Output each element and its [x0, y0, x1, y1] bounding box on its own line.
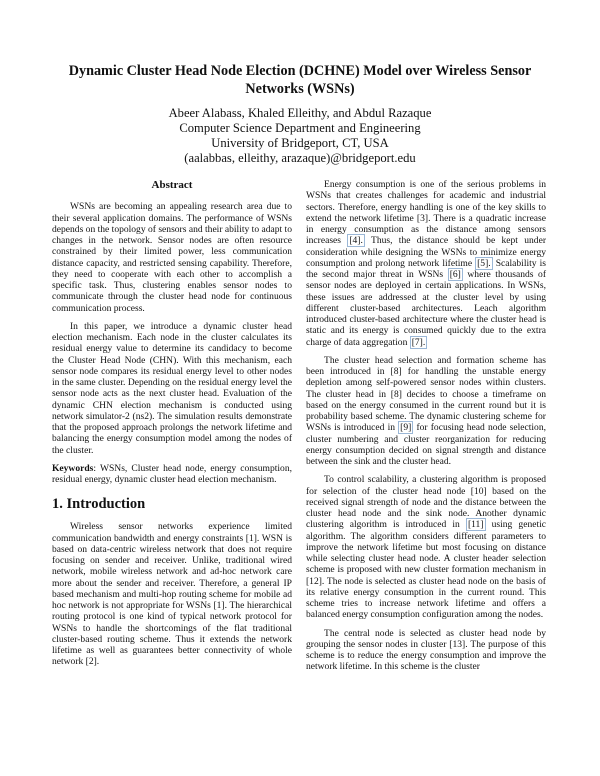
paper-header: [60, 62, 540, 166]
text-run: using genetic algorithm. The algorithm considers different parameters to improve the network lifetime but most focusing on distance while selecting cluster head node. A cluster header selection scheme is proposed with new cluster formation mechanism in [12]. The node is selected as cluster head node on the basis of its relative energy consumption in the current round. This scheme tries to increase network lifetime and offers a balanced energy consumption configuration among the nodes.: [306, 519, 546, 621]
text-run: Scalability is the second major threat in WSNs: [306, 257, 546, 280]
intro-paragraph-3: [306, 355, 546, 468]
author-emails: (aalabbas, elleithy, arazaque)@bridgeport.edu: [184, 151, 416, 165]
intro-paragraph-1: Wireless sensor networks experience limited communication bandwidth and energy constraints [1]. WSN is based on data-centric wireless network that does not require focusing on sender and receiver. Unlike, traditional wired network, mobile wireless network and ad-hoc network care more about the sender and receiver. Therefore, a general IP based mechanism and multi-hop routing scheme for mobile ad hoc network is not appropriate for WSNs [1]. The hierarchical routing protocol is one kind of typical network protocol for WSNs to handle the shortcomings of the flat traditional cluster-based routing scheme. Thus it extends the network lifetime as well as guarantees better connectivity of whole network [2].: [52, 521, 292, 668]
right-column: [306, 179, 546, 680]
intro-paragraph-4: [306, 474, 546, 620]
citation-link-7[interactable]: [7].: [411, 336, 426, 348]
author-department: Computer Science Department and Engineering: [179, 121, 421, 135]
citation-link-4[interactable]: [4].: [349, 235, 363, 247]
text-run: To control scalability, a clustering algorithm is proposed for selection of the cluster head node [10] based on the received signal strength of node and the distance between the cluster head node and the sink node. Another dynamic clustering algorithm is introduced in: [306, 474, 546, 531]
intro-paragraph-5: The central node is selected as cluster head node by grouping the sensor nodes in cluster [13]. The purpose of this scheme is to reduce the energy consumption and improve the network lifetime. In this scheme is the cluster: [306, 627, 546, 673]
abstract-paragraph-1: WSNs are becoming an appealing research area due to their several application domains. The performance of WSNs depends on the topology of sensors and their ability to adapt to changes in the network. Sensor nodes are often resource constrained by their limited power, less communication distance capacity, and restricted sensing capability. Therefore, they need to cooperate with each other to accomplish a specific task. Thus, clustering enables sensor nodes to communicate through the cluster head node for continuous communication process.: [52, 201, 292, 314]
abstract-paragraph-2: In this paper, we introduce a dynamic cluster head election mechanism. Each node in the cluster calculates its residual energy value to determine its candidacy to become the Cluster Head Node (CHN). With this mechanism, each sensor node compares its residual energy level to other nodes in the same cluster. Depending on the residual energy level the sensor node acts as the next cluster head. Evaluation of the dynamic CHN election mechanism is conducted using network simulator-2 (ns2). The simulation results demonstrate that the proposed approach prolongs the network lifetime and balancing the energy consumption model among the nodes of the cluster.: [52, 320, 292, 456]
citation-link-5[interactable]: [5].: [477, 257, 491, 269]
author-names: Abeer Alabass, Khaled Elleithy, and Abdul Razaque: [168, 106, 432, 120]
author-university: University of Bridgeport, CT, USA: [211, 136, 389, 150]
author-block: [60, 106, 540, 166]
paper-title: Dynamic Cluster Head Node Election (DCHNE) Model over Wireless Sensor Networks (WSNs): [68, 63, 532, 97]
introduction-heading: 1. Introduction: [52, 496, 146, 513]
keywords-label: Keywords: [52, 462, 94, 474]
keywords-text: : WSNs, Cluster head node, energy consumption, residual energy, dynamic cluster head election mechanism.: [52, 462, 292, 485]
left-column: [52, 180, 292, 675]
citation-link-9[interactable]: [9]: [400, 422, 412, 434]
text-run: The cluster head selection and formation scheme has been introduced in [8] for handling the unstable energy depletion among self-powered sensor nodes within clusters. The cluster head in [8] decides to choose a timeframe on based on the energy consumed in the current round but it is probability based scheme. The dynamic clustering scheme for WSNs is introduced in: [306, 354, 546, 434]
text-run: where thousands of sensor nodes are deployed in certain applications. In WSNs, these issues are addressed at the cluster level by using different cluster-based architectures. Leach algorithm introduced cluster-based architecture where the cluster head is static and its energy is consumed quickly due to the extra charge of data aggregation: [306, 269, 546, 348]
abstract-heading: Abstract: [151, 179, 193, 191]
text-run: for focusing head node selection, cluster numbering and cluster reorganization for reducing energy consumption decided on signal strength and distance between the sink and the cluster head.: [306, 422, 546, 467]
citation-link-6[interactable]: [6]: [449, 269, 461, 280]
intro-paragraph-2: [306, 179, 546, 348]
citation-link-11[interactable]: [11]: [467, 519, 484, 531]
text-run: Thus, the distance should be kept under consideration while designing the WSNs to minimize energy consumption and prolong network lifetime: [306, 235, 546, 269]
keywords-paragraph: [52, 463, 292, 486]
text-run: Energy consumption is one of the serious problems in WSNs that creates challenges for academic and industrial sectors. Therefore, energy handling is one of the key skills to extend the network lifetime [3]. There is a quadratic increase in energy consumption as the distance among sensors increases: [306, 179, 546, 247]
